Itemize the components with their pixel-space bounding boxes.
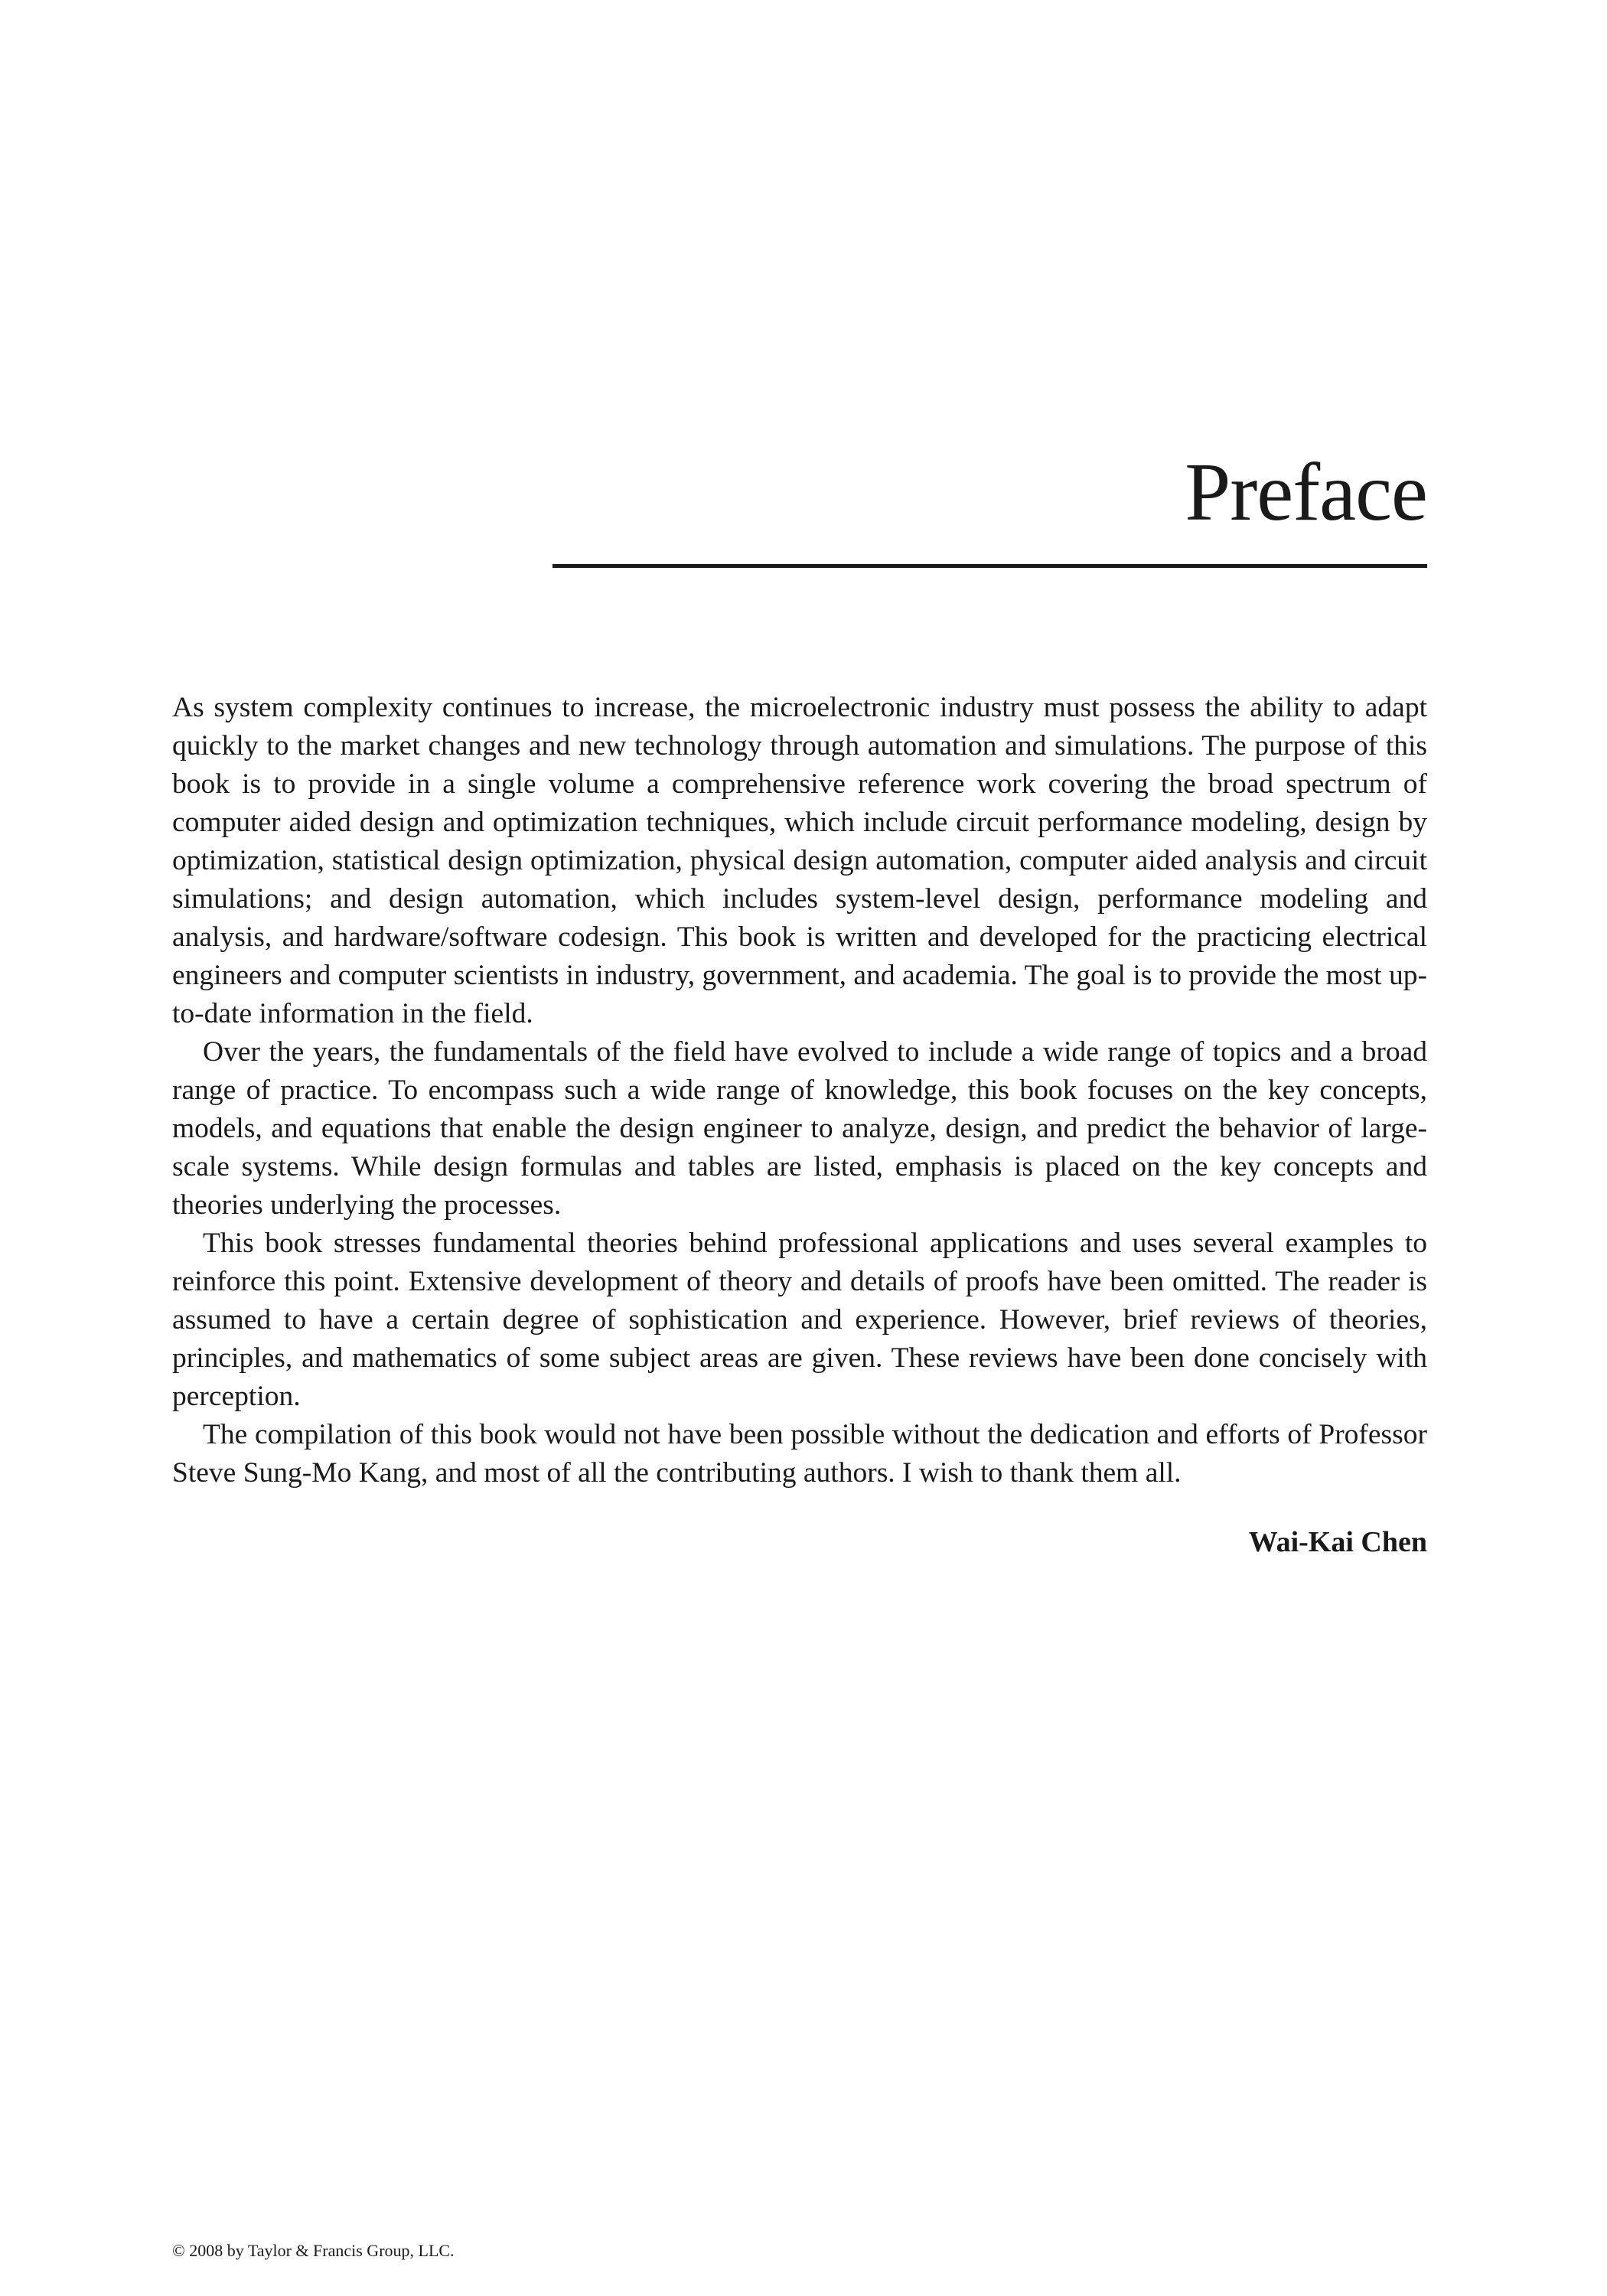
paragraph: As system complexity continues to increase, the microelectronic industry must possess the ability to adapt quickly to the market changes and new technology through automation and simulations. The purpose of this book is to provide in a single volume a comprehensive reference work covering the broad spectrum of computer aided design and optimization techniques, which include circuit performance modeling, design by optimization, statistical design optimization, physical design automation, computer aided analysis and circuit simulations; and design automation, which includes system-level design, performance modeling and analysis, and hardware/software codesign. This book is written and developed for the practicing electrical engineers and computer scientists in industry, government, and academia. The goal is to provide the most up-to-date information in the field. xyxy=(172,692,1427,1029)
title-rule xyxy=(553,564,1427,568)
author-signature: Wai-Kai Chen xyxy=(1248,1526,1427,1558)
paragraph: This book stresses fundamental theories behind professional applications and uses several examples to reinforce this point. Extensive development of theory and details of proofs have been omitted. The reader is assumed to have a certain degree of sophistication and experience. However, brief reviews of theories, principles, and mathematics of some subject areas are given. These reviews have been done concisely with perception. xyxy=(172,1228,1427,1412)
preface-body xyxy=(172,689,1427,1492)
paragraph: The compilation of this book would not have been possible without the dedication and efforts of Professor Steve Sung-Mo Kang, and most of all the contributing authors. I wish to thank them all. xyxy=(172,1419,1427,1489)
page-title: Preface xyxy=(1185,447,1427,538)
paragraph: Over the years, the fundamentals of the field have evolved to include a wide range of topics and a broad range of practice. To encompass such a wide range of knowledge, this book focuses on the key concepts, models, and equations that enable the design engineer to analyze, design, and predict the behavior of large-scale systems. While design formulas and tables are listed, emphasis is placed on the key concepts and theories underlying the processes. xyxy=(172,1036,1427,1221)
copyright-notice: © 2008 by Taylor & Francis Group, LLC. xyxy=(172,2241,455,2260)
